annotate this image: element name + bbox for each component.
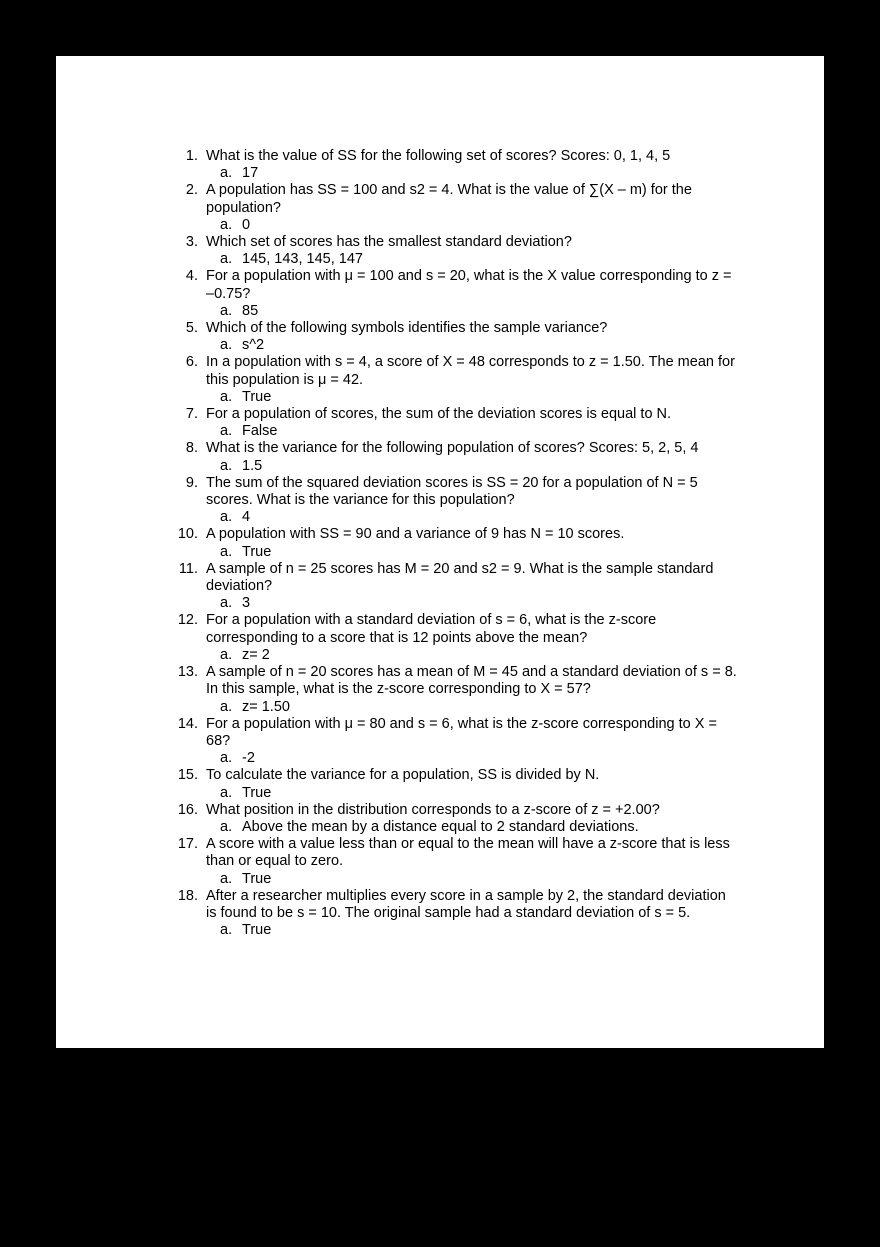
question-item <box>168 561 738 613</box>
answer-list <box>206 251 738 268</box>
question-item <box>168 888 738 940</box>
question-text: For a population with a standard deviation of s = 6, what is the z-score corresponding to a score that is 12 points above the mean? <box>206 612 657 646</box>
answer-text: 4 <box>242 509 251 526</box>
answer-text: True <box>242 388 272 405</box>
question-text: In a population with s = 4, a score of X = 48 corresponds to z = 1.50. The mean for this population is μ = 42. <box>206 354 735 388</box>
answer-list <box>206 509 738 526</box>
question-text: A sample of n = 25 scores has M = 20 and s2 = 9. What is the sample standard deviation? <box>206 560 714 595</box>
answer-list <box>206 303 738 320</box>
question-item <box>168 234 738 268</box>
answer-text: True <box>242 543 272 560</box>
answer-text: -2 <box>242 750 255 767</box>
answer-text: 85 <box>242 302 259 319</box>
answer-list <box>206 750 738 767</box>
answer-list <box>206 819 738 836</box>
answer-text: Above the mean by a distance equal to 2 standard deviations. <box>242 818 639 835</box>
answer-text: 3 <box>242 595 251 612</box>
question-text: For a population with μ = 100 and s = 20, what is the X value corresponding to z = –0.75? <box>206 268 732 302</box>
question-item <box>168 802 738 836</box>
answer-text: True <box>242 922 272 939</box>
question-text: A sample of n = 20 scores has a mean of M = 45 and a standard deviation of s = 8. In this sample, what is the z-score corresponding to X = 57? <box>206 664 737 698</box>
question-item <box>168 440 738 474</box>
question-text: After a researcher multiplies every score in a sample by 2, the standard deviation is found to be s = 10. The original sample had a standard deviation of s = 5. <box>206 887 726 921</box>
answer-text: z= 1.50 <box>242 698 290 715</box>
answer-list <box>206 423 738 440</box>
question-item <box>168 182 738 234</box>
answer-item <box>206 871 738 888</box>
answer-text: True <box>242 784 272 801</box>
answer-item <box>206 165 738 182</box>
question-text: What is the variance for the following population of scores? Scores: 5, 2, 5, 4 <box>206 440 699 457</box>
answer-item <box>206 750 738 767</box>
answer-item <box>206 303 738 320</box>
answer-list <box>206 217 738 234</box>
answer-list <box>206 785 738 802</box>
answer-text: 17 <box>242 165 259 182</box>
answer-list <box>206 458 738 475</box>
question-text: What is the value of SS for the following set of scores? Scores: 0, 1, 4, 5 <box>206 148 671 164</box>
answer-list <box>206 337 738 354</box>
question-text: A population has SS = 100 and s2 = 4. What is the value of ∑(X – m) for the population? <box>206 182 692 216</box>
question-text: To calculate the variance for a population, SS is divided by N. <box>206 767 600 784</box>
question-item <box>168 148 738 182</box>
question-item <box>168 612 738 664</box>
question-text: Which of the following symbols identifies the sample variance? <box>206 320 608 337</box>
answer-list <box>206 595 738 612</box>
answer-text: 145, 143, 145, 147 <box>242 251 363 268</box>
question-text: For a population of scores, the sum of the deviation scores is equal to N. <box>206 406 672 423</box>
answer-item <box>206 595 738 612</box>
answer-text: 1.5 <box>242 457 263 474</box>
answer-list <box>206 647 738 664</box>
answer-item <box>206 389 738 406</box>
answer-text: z= 2 <box>242 646 270 663</box>
question-item <box>168 354 738 406</box>
question-item <box>168 320 738 354</box>
question-text: What position in the distribution corresponds to a z-score of z = +2.00? <box>206 801 660 818</box>
question-text: A score with a value less than or equal to the mean will have a z-score that is less than or equal to zero. <box>206 836 730 870</box>
answer-item <box>206 423 738 440</box>
answer-list <box>206 165 738 182</box>
question-item <box>168 836 738 888</box>
answer-text: False <box>242 423 278 440</box>
question-item <box>168 526 738 560</box>
question-text: The sum of the squared deviation scores is SS = 20 for a population of N = 5 scores. What is the variance for this population? <box>206 474 698 509</box>
question-list-container <box>168 148 738 939</box>
question-text: For a population with μ = 80 and s = 6, what is the z-score corresponding to X = 68? <box>206 715 717 749</box>
question-list <box>168 148 738 939</box>
answer-list <box>206 922 738 939</box>
question-text: Which set of scores has the smallest standard deviation? <box>206 234 572 251</box>
answer-list <box>206 389 738 406</box>
answer-item <box>206 699 738 716</box>
answer-text: True <box>242 870 272 887</box>
question-item <box>168 268 738 320</box>
answer-list <box>206 699 738 716</box>
document-page <box>56 56 824 1048</box>
question-item <box>168 716 738 768</box>
answer-item <box>206 785 738 802</box>
question-item <box>168 406 738 440</box>
answer-text: s^2 <box>242 337 265 354</box>
answer-list <box>206 871 738 888</box>
answer-item <box>206 251 738 268</box>
question-text: A population with SS = 90 and a variance of 9 has N = 10 scores. <box>206 526 625 543</box>
question-item <box>168 664 738 716</box>
answer-item <box>206 819 738 836</box>
answer-item <box>206 647 738 664</box>
answer-item <box>206 337 738 354</box>
answer-item <box>206 509 738 526</box>
answer-item <box>206 544 738 561</box>
answer-item <box>206 458 738 475</box>
answer-list <box>206 544 738 561</box>
question-item <box>168 767 738 801</box>
question-item <box>168 475 738 527</box>
answer-text: 0 <box>242 216 251 233</box>
answer-item <box>206 217 738 234</box>
answer-item <box>206 922 738 939</box>
